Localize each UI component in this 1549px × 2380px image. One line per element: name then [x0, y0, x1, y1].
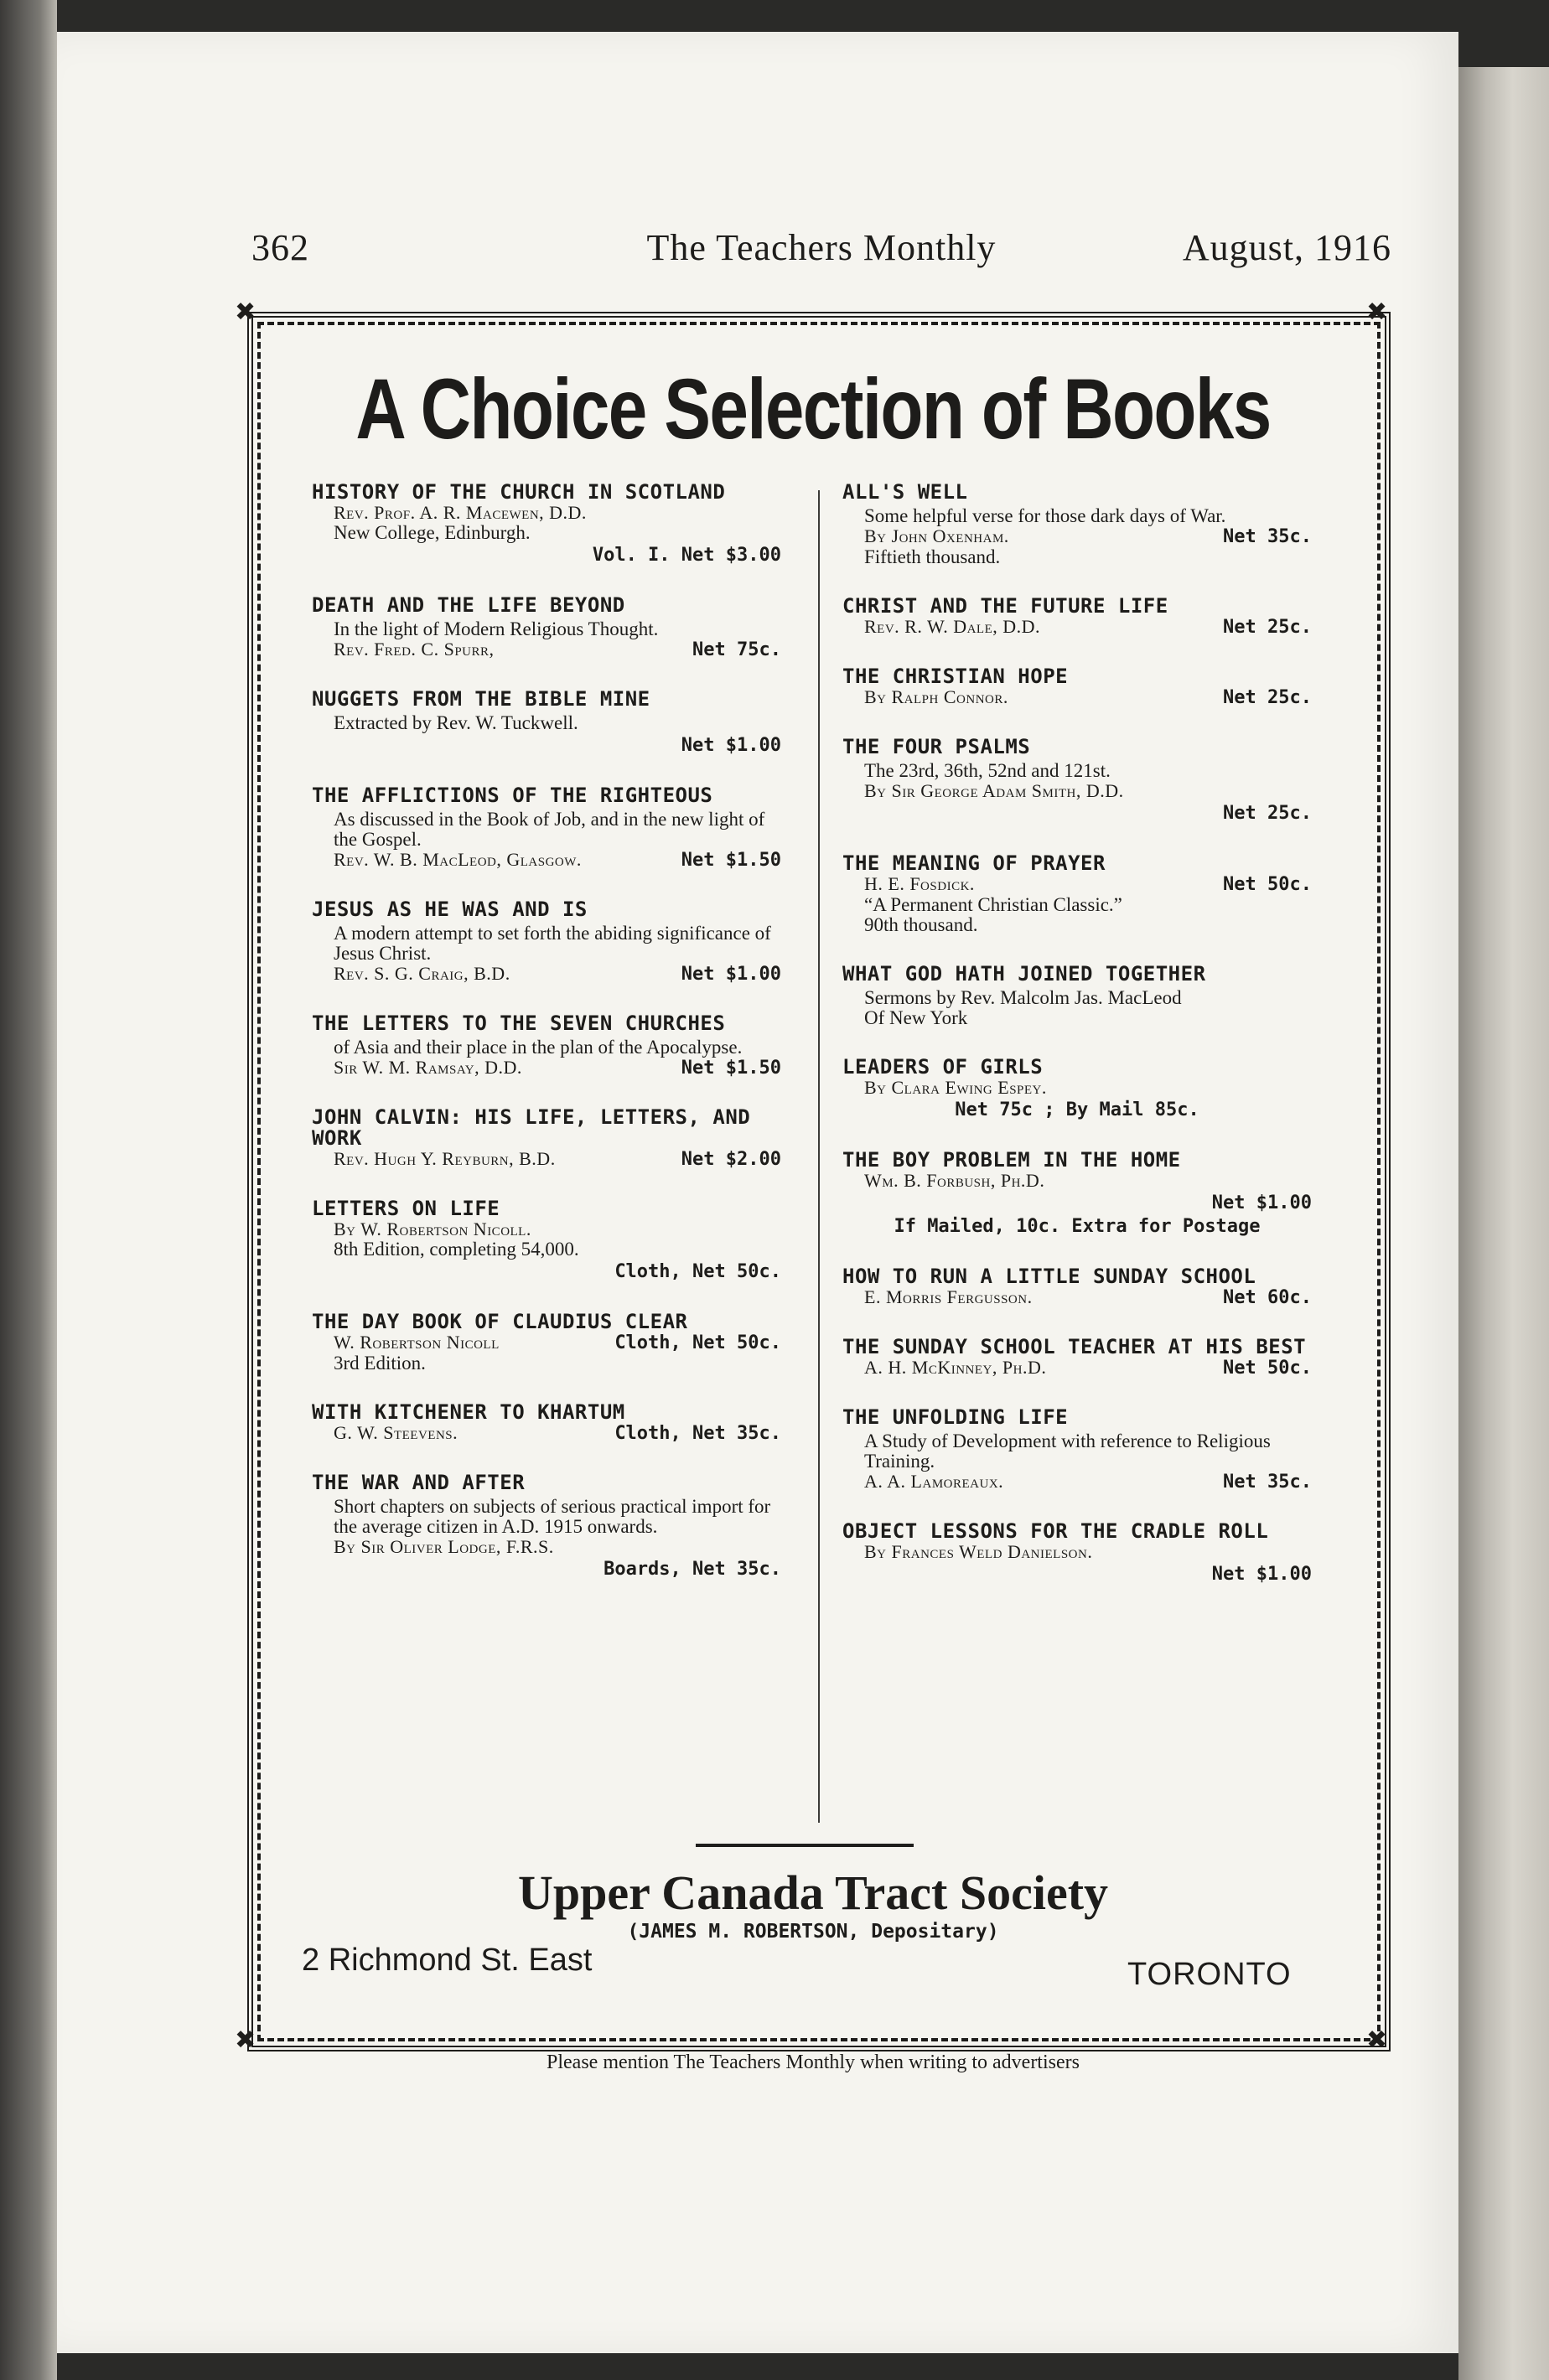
book-price: Cloth, Net 35c. [614, 1423, 781, 1444]
book-price: Net 35c. [1223, 526, 1312, 547]
book-title: JOHN CALVIN: HIS LIFE, LETTERS, AND WORK [312, 1105, 751, 1150]
book-author: G. W. Steevens. [334, 1422, 458, 1443]
book-author: Rev. Hugh Y. Reyburn, B.D. [334, 1148, 556, 1169]
book-price: Net 75c. [692, 639, 781, 660]
book-title: THE SUNDAY SCHOOL TEACHER AT HIS BEST [842, 1335, 1307, 1358]
book-author: By Frances Weld Danielson. [864, 1541, 1093, 1562]
book-entry [842, 1407, 1312, 1493]
book-author: By Clara Ewing Espey. [864, 1077, 1047, 1098]
book-note: Of New York [864, 1007, 968, 1028]
book-description: As discussed in the Book of Job, and in the new light of the Gospel. [334, 809, 765, 850]
book-title: ALL'S WELL [842, 480, 968, 504]
book-title: OBJECT LESSONS FOR THE CRADLE ROLL [842, 1519, 1269, 1543]
book-title: WITH KITCHENER TO KHARTUM [312, 1400, 625, 1424]
book-entry [312, 1198, 781, 1283]
footer-note: Please mention The Teachers Monthly when writing to advertisers [547, 2051, 1080, 2073]
book-entry [312, 1013, 781, 1079]
book-price-note: Net 75c ; By Mail 85c. [955, 1099, 1199, 1120]
book-list-right [842, 482, 1312, 1614]
book-title: HOW TO RUN A LITTLE SUNDAY SCHOOL [842, 1265, 1256, 1288]
book-entry [312, 1107, 781, 1170]
publisher-depository: (JAMES M. ROBERTSON, Depositary) [627, 1921, 999, 1943]
book-entry [842, 482, 1312, 567]
book-spine-edge [0, 0, 57, 2380]
book-title: NUGGETS FROM THE BIBLE MINE [312, 687, 650, 711]
book-price-note: If Mailed, 10c. Extra for Postage [894, 1216, 1261, 1237]
journal-title: The Teachers Monthly [646, 227, 997, 268]
book-title: THE LETTERS TO THE SEVEN CHURCHES [312, 1012, 726, 1035]
book-author: Rev. Fred. C. Spurr, [334, 639, 495, 660]
book-entry [842, 666, 1312, 708]
book-note: 90th thousand. [864, 914, 978, 935]
corner-ornament-icon: ✖ [235, 298, 256, 327]
book-price: Vol. I. Net $3.00 [592, 545, 781, 566]
book-entry [312, 785, 781, 871]
book-price: Net $1.50 [681, 850, 781, 871]
book-description: The 23rd, 36th, 52nd and 121st. [864, 760, 1111, 781]
book-title: THE CHRISTIAN HOPE [842, 665, 1069, 688]
book-author: A. H. McKinney, Ph.D. [864, 1357, 1047, 1378]
book-description: A Study of Development with reference to Religious Training. [864, 1431, 1271, 1472]
book-title: THE MEANING OF PRAYER [842, 851, 1106, 875]
book-price: Net 25c. [1223, 803, 1312, 824]
book-author: By Sir George Adam Smith, D.D. [864, 780, 1124, 801]
book-entry [842, 1337, 1312, 1379]
book-description: Extracted by Rev. W. Tuckwell. [334, 712, 578, 733]
book-title: THE BOY PROBLEM IN THE HOME [842, 1148, 1181, 1172]
book-author: Rev. Prof. A. R. Macewen, D.D. [334, 502, 587, 523]
book-price: Net 50c. [1223, 1358, 1312, 1379]
book-price: Net 25c. [1223, 617, 1312, 638]
book-title: LETTERS ON LIFE [312, 1197, 500, 1220]
book-price: Net $1.00 [1211, 1193, 1312, 1213]
book-entry [842, 853, 1312, 935]
book-entry [842, 1266, 1312, 1308]
book-title: DEATH AND THE LIFE BEYOND [312, 593, 625, 617]
running-head [251, 226, 1391, 285]
book-author: Rev. R. W. Dale, D.D. [864, 616, 1041, 637]
book-price: Boards, Net 35c. [604, 1559, 781, 1580]
book-entry [842, 964, 1312, 1028]
book-price: Net $2.00 [681, 1149, 781, 1170]
book-price: Cloth, Net 50c. [614, 1332, 781, 1353]
divider-rule [696, 1844, 914, 1847]
book-entry [842, 737, 1312, 825]
book-entry [842, 596, 1312, 638]
corner-ornament-icon: ✖ [1366, 2026, 1388, 2055]
book-entry [842, 1057, 1312, 1121]
page-edge [1458, 67, 1549, 2380]
book-price: Net $1.00 [1211, 1564, 1312, 1585]
corner-ornament-icon: ✖ [235, 2026, 256, 2055]
book-description: Short chapters on subjects of serious practical import for the average citizen in A.D. 1915 onwards. [334, 1496, 771, 1537]
book-entry [312, 1472, 781, 1581]
issue-date: August, 1916 [1182, 227, 1391, 268]
book-price: Net $1.50 [681, 1058, 781, 1079]
book-title: JESUS AS HE WAS AND IS [312, 898, 588, 921]
book-author: By Ralph Connor. [864, 686, 1008, 707]
book-title: HISTORY OF THE CHURCH IN SCOTLAND [312, 480, 726, 504]
book-note: “A Permanent Christian Classic.” [864, 894, 1122, 915]
book-price: Net $1.00 [681, 735, 781, 756]
book-note: Fiftieth thousand. [864, 546, 1001, 567]
book-title: THE AFFLICTIONS OF THE RIGHTEOUS [312, 784, 713, 807]
book-title: THE UNFOLDING LIFE [842, 1405, 1069, 1429]
book-author: Wm. B. Forbush, Ph.D. [864, 1170, 1045, 1191]
book-description: In the light of Modern Religious Thought. [334, 618, 659, 639]
publisher-name: Upper Canada Tract Society [517, 1865, 1109, 1920]
book-note: New College, Edinburgh. [334, 522, 531, 543]
page-number: 362 [251, 227, 309, 268]
book-author: By John Oxenham. [864, 525, 1009, 546]
book-entry [312, 1402, 781, 1444]
book-price: Net 35c. [1223, 1472, 1312, 1493]
book-title: WHAT GOD HATH JOINED TOGETHER [842, 962, 1206, 986]
book-title: CHRIST AND THE FUTURE LIFE [842, 594, 1168, 618]
corner-ornament-icon: ✖ [1366, 298, 1388, 327]
book-price: Cloth, Net 50c. [614, 1261, 781, 1282]
book-author: Rev. S. G. Craig, B.D. [334, 963, 510, 984]
book-list-left [312, 482, 781, 1609]
column-divider [818, 490, 820, 1823]
book-author: W. Robertson Nicoll [334, 1332, 500, 1353]
book-price: Net 25c. [1223, 687, 1312, 708]
book-note: 8th Edition, completing 54,000. [334, 1239, 579, 1260]
book-price: Net 50c. [1223, 874, 1312, 895]
book-price: Net $1.00 [681, 964, 781, 985]
book-author: By W. Robertson Nicoll. [334, 1218, 531, 1239]
book-author: A. A. Lamoreaux. [864, 1471, 1004, 1492]
book-price: Net 60c. [1223, 1287, 1312, 1308]
book-author: By Sir Oliver Lodge, F.R.S. [334, 1536, 554, 1557]
book-title: LEADERS OF GIRLS [842, 1055, 1044, 1079]
book-description: of Asia and their place in the plan of the Apocalypse. [334, 1037, 743, 1058]
book-description: A modern attempt to set forth the abiding significance of Jesus Christ. [334, 923, 771, 964]
ad-headline: A Choice Selection of Books [355, 361, 1271, 457]
book-entry [312, 899, 781, 985]
book-entry [842, 1521, 1312, 1586]
book-title: THE WAR AND AFTER [312, 1471, 526, 1494]
book-author: H. E. Fosdick. [864, 873, 975, 894]
book-description: Some helpful verse for those dark days of War. [864, 505, 1226, 526]
book-entry [312, 1312, 781, 1374]
book-author: E. Morris Fergusson. [864, 1286, 1033, 1307]
publisher-city: TORONTO [1127, 1957, 1292, 1992]
book-title: THE DAY BOOK OF CLAUDIUS CLEAR [312, 1310, 688, 1333]
book-entry [842, 1150, 1312, 1238]
book-entry [312, 689, 781, 757]
book-entry [312, 482, 781, 567]
book-title: THE FOUR PSALMS [842, 735, 1031, 758]
book-entry [312, 595, 781, 660]
book-note: 3rd Edition. [334, 1353, 426, 1374]
book-description: Sermons by Rev. Malcolm Jas. MacLeod [864, 987, 1182, 1008]
book-author: Rev. W. B. MacLeod, Glasgow. [334, 849, 582, 870]
publisher-address: 2 Richmond St. East [302, 1943, 593, 1978]
book-author: Sir W. M. Ramsay, D.D. [334, 1057, 522, 1078]
